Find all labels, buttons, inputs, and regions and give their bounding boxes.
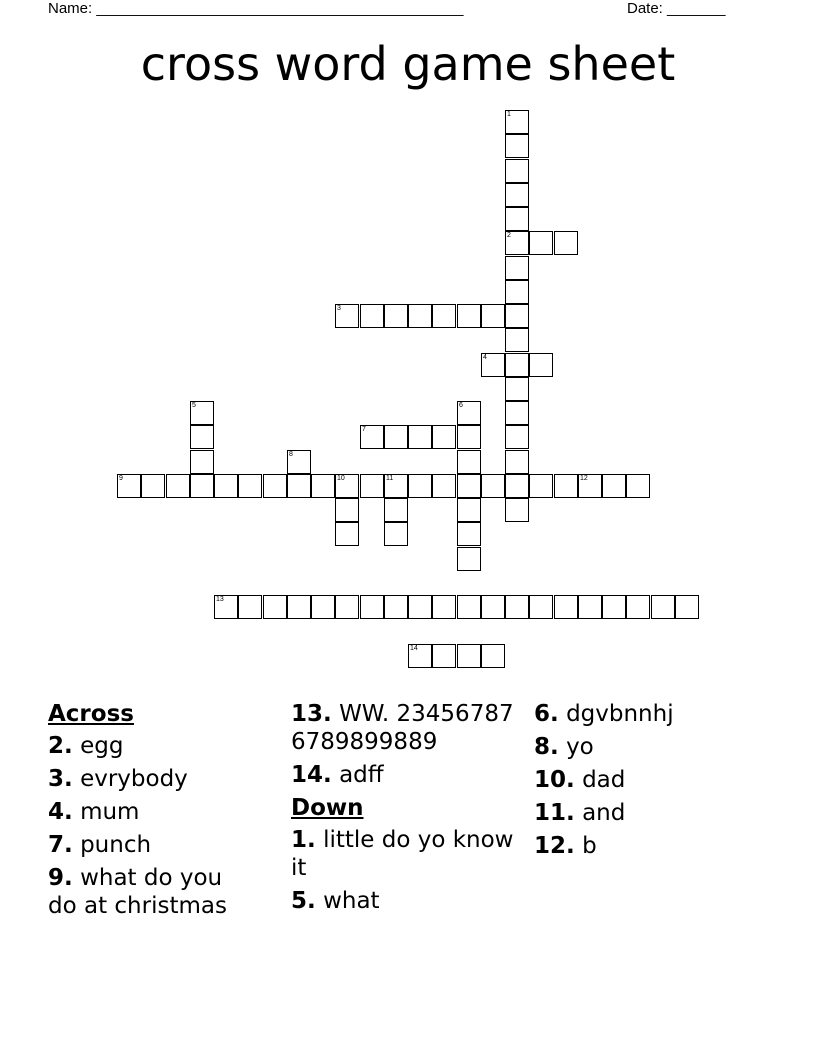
cell-number: 1	[507, 111, 511, 118]
crossword-cell[interactable]	[432, 474, 456, 498]
crossword-cell[interactable]	[505, 401, 529, 425]
crossword-cell[interactable]	[505, 425, 529, 449]
name-blank: ____________________________________________	[96, 0, 464, 17]
crossword-cell[interactable]	[384, 498, 408, 522]
crossword-cell[interactable]	[602, 474, 626, 498]
crossword-cell[interactable]	[626, 595, 650, 619]
crossword-cell[interactable]	[190, 425, 214, 449]
cell-number: 7	[362, 426, 366, 433]
crossword-cell[interactable]	[360, 304, 384, 328]
crossword-cell[interactable]	[505, 474, 529, 498]
crossword-cell[interactable]	[335, 304, 359, 328]
crossword-cell[interactable]	[505, 304, 529, 328]
crossword-cell[interactable]	[166, 474, 190, 498]
clues-column-2	[291, 700, 525, 920]
crossword-cell[interactable]	[238, 595, 262, 619]
crossword-cell[interactable]	[214, 474, 238, 498]
crossword-cell[interactable]	[505, 183, 529, 207]
crossword-cell[interactable]	[505, 110, 529, 134]
crossword-cell[interactable]	[457, 474, 481, 498]
cell-number: 12	[580, 475, 588, 482]
crossword-cell[interactable]	[287, 474, 311, 498]
crossword-cell[interactable]	[457, 304, 481, 328]
crossword-cell[interactable]	[432, 304, 456, 328]
cell-number: 13	[216, 596, 224, 603]
crossword-cell[interactable]	[578, 595, 602, 619]
crossword-cell[interactable]	[335, 498, 359, 522]
crossword-cell[interactable]	[238, 474, 262, 498]
crossword-cell[interactable]	[505, 450, 529, 474]
crossword-cell[interactable]	[335, 522, 359, 546]
name-label: Name:	[48, 0, 93, 17]
crossword-cell[interactable]	[505, 280, 529, 304]
cell-number: 6	[459, 402, 463, 409]
crossword-cell[interactable]	[457, 644, 481, 668]
crossword-cell[interactable]	[457, 522, 481, 546]
cell-number: 8	[289, 451, 293, 458]
down-heading: Down	[291, 795, 364, 821]
clue-down-8: 8. yo	[534, 734, 594, 760]
date-blank: _______	[667, 0, 726, 17]
crossword-cell[interactable]	[505, 595, 529, 619]
crossword-cell[interactable]	[505, 377, 529, 401]
crossword-cell[interactable]	[190, 401, 214, 425]
crossword-cell[interactable]	[384, 474, 408, 498]
cell-number: 3	[337, 305, 341, 312]
crossword-cell[interactable]	[190, 450, 214, 474]
clue-down-6: 6. dgvbnnhj	[534, 701, 674, 727]
crossword-cell[interactable]	[481, 353, 505, 377]
clues-column-1	[48, 700, 258, 925]
clues-column-3	[534, 700, 764, 865]
page-title: cross word game sheet	[140, 37, 676, 91]
crossword-cell[interactable]	[263, 595, 287, 619]
crossword-cell[interactable]	[457, 547, 481, 571]
crossword-cell[interactable]	[287, 595, 311, 619]
clue-across-9: 9. what do you do at christmas	[48, 865, 227, 919]
crossword-cell[interactable]	[335, 474, 359, 498]
crossword-cell[interactable]	[408, 304, 432, 328]
crossword-cell[interactable]	[481, 304, 505, 328]
crossword-cell[interactable]	[481, 644, 505, 668]
crossword-cell[interactable]	[384, 522, 408, 546]
clue-across-4: 4. mum	[48, 799, 140, 825]
crossword-cell[interactable]	[529, 474, 553, 498]
crossword-cell[interactable]	[408, 644, 432, 668]
crossword-cell[interactable]	[505, 159, 529, 183]
crossword-cell[interactable]	[360, 425, 384, 449]
crossword-cell[interactable]	[360, 474, 384, 498]
crossword-cell[interactable]	[457, 450, 481, 474]
clue-down-5: 5. what	[291, 888, 380, 914]
crossword-cell[interactable]	[505, 256, 529, 280]
crossword-cell[interactable]	[554, 474, 578, 498]
clue-across-3: 3. evrybody	[48, 766, 188, 792]
crossword-cell[interactable]	[626, 474, 650, 498]
crossword-cell[interactable]	[335, 595, 359, 619]
crossword-cell[interactable]	[481, 595, 505, 619]
crossword-cell[interactable]	[602, 595, 626, 619]
crossword-cell[interactable]	[311, 474, 335, 498]
cell-number: 2	[507, 232, 511, 239]
cell-number: 9	[119, 475, 123, 482]
crossword-cell[interactable]	[432, 644, 456, 668]
crossword-cell[interactable]	[408, 474, 432, 498]
cell-number: 14	[410, 645, 418, 652]
crossword-cell[interactable]	[578, 474, 602, 498]
crossword-cell[interactable]	[141, 474, 165, 498]
crossword-cell[interactable]	[529, 595, 553, 619]
crossword-cell[interactable]	[117, 474, 141, 498]
crossword-cell[interactable]	[505, 498, 529, 522]
crossword-cell[interactable]	[651, 595, 675, 619]
crossword-cell[interactable]	[675, 595, 699, 619]
crossword-cell[interactable]	[457, 401, 481, 425]
crossword-cell[interactable]	[529, 353, 553, 377]
crossword-cell[interactable]	[384, 595, 408, 619]
crossword-cell[interactable]	[214, 595, 238, 619]
crossword-cell[interactable]	[505, 353, 529, 377]
across-heading: Across	[48, 701, 134, 727]
crossword-cell[interactable]	[432, 595, 456, 619]
crossword-cell[interactable]	[529, 231, 553, 255]
cell-number: 10	[337, 475, 345, 482]
clue-across-7: 7. punch	[48, 832, 152, 858]
crossword-cell[interactable]	[481, 474, 505, 498]
cell-number: 5	[192, 402, 196, 409]
crossword-cell[interactable]	[554, 595, 578, 619]
date-label: Date:	[627, 0, 663, 17]
crossword-cell[interactable]	[505, 207, 529, 231]
crossword-cell[interactable]	[384, 304, 408, 328]
crossword-cell[interactable]	[360, 595, 384, 619]
crossword-cell[interactable]	[190, 474, 214, 498]
crossword-cell[interactable]	[457, 595, 481, 619]
clue-across-14: 14. adff	[291, 762, 384, 788]
crossword-cell[interactable]	[408, 595, 432, 619]
cell-number: 4	[483, 354, 487, 361]
clue-down-10: 10. dad	[534, 767, 626, 793]
clue-down-12: 12. b	[534, 833, 597, 859]
crossword-cell[interactable]	[457, 498, 481, 522]
crossword-cell[interactable]	[554, 231, 578, 255]
crossword-cell[interactable]	[432, 425, 456, 449]
crossword-cell[interactable]	[457, 425, 481, 449]
crossword-cell[interactable]	[287, 450, 311, 474]
crossword-cell[interactable]	[263, 474, 287, 498]
clue-down-1: 1. little do yo know it	[291, 827, 514, 881]
clue-across-13: 13. WW. 234567876789899889	[291, 701, 514, 755]
crossword-cell[interactable]	[505, 134, 529, 158]
crossword-cell[interactable]	[384, 425, 408, 449]
cell-number: 11	[386, 475, 394, 482]
clue-across-2: 2. egg	[48, 733, 124, 759]
crossword-cell[interactable]	[505, 328, 529, 352]
crossword-cell[interactable]	[505, 231, 529, 255]
crossword-cell[interactable]	[408, 425, 432, 449]
crossword-cell[interactable]	[311, 595, 335, 619]
clue-down-11: 11. and	[534, 800, 626, 826]
